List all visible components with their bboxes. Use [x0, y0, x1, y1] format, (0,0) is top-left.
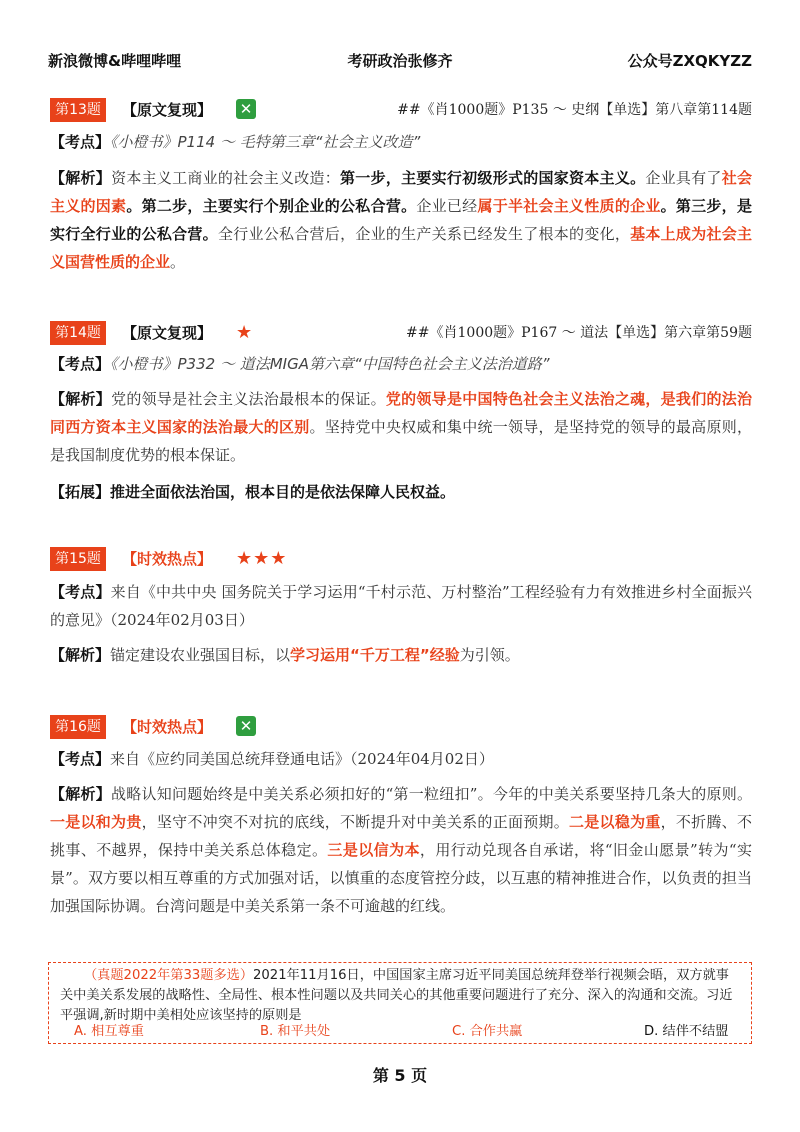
q15-analysis-text: 为引领。 [459, 646, 520, 664]
header-weibo-bilibili: 新浪微博&哔哩哔哩 [48, 52, 182, 70]
q16-analysis-text: 战略认知问题始终是中美关系必须扣好的“第一粒纽扣”。今年的中美关系要坚持几条大的原则。 [111, 785, 752, 803]
q13-tag: 【原文复现】 [122, 101, 213, 119]
header-author: 考研政治张修齐 [347, 52, 453, 70]
exam-options [48, 1020, 752, 1040]
q13-header [50, 98, 752, 124]
q13-source: ##《肖1000题》P135 ～ 史纲【单选】第八章第114题 [397, 102, 752, 118]
q13-analysis-bold: 。第二步，主要实行个别企业的公私合营。 [126, 197, 417, 215]
q13-analysis-text: 全行业公私合营后，企业的生产关系已经发生了根本的变化， [217, 225, 631, 243]
jiexi-label: 【解析】 [50, 646, 111, 664]
q13-analysis-text: 企业已经 [416, 197, 478, 215]
star-icon: ★★★ [236, 548, 288, 569]
q14-kaodian [50, 351, 752, 377]
tuozhan-label: 【拓展】 [50, 483, 111, 501]
q16-tag: 【时效热点】 [122, 718, 213, 736]
page-header [48, 50, 752, 74]
q16-analysis-highlight: 三是以信为本 [327, 841, 420, 859]
header-wechat-account: 公众号ZXQKYZZ [627, 52, 752, 70]
q16-analysis [50, 780, 752, 920]
kaodian-label: 【考点】 [50, 750, 111, 768]
jiexi-label: 【解析】 [50, 785, 112, 803]
q13-analysis-highlight: 社会主义的因素 [50, 169, 752, 215]
q16-analysis-text: ，用行动兑现各自承诺，将“旧金山愿景”转为“实景”。双方要以相互尊重的方式加强对话，以慎重的态度管控分歧，以互惠的精神推进合作，以负责的担当加强国际协调。台湾问题是中美关系第一条不可逾越的红线。 [50, 841, 752, 915]
q13-kaodian [50, 129, 752, 155]
q13-number: 第13题 [50, 98, 106, 122]
q14-analysis-text: 。坚持党中央权威和集中统一领导，是坚持党的领导的最高原则，是我国制度优势的根本保证。 [50, 418, 752, 464]
q15-analysis-highlight: 学习运用“千万工程”经验 [290, 646, 460, 664]
q13-analysis-highlight: 基本上成为社会主义国营性质的企业 [50, 225, 752, 271]
q16-kaodian-text: 来自《应约同美国总统拜登通电话》（2024年04月02日） [110, 750, 494, 768]
q16-analysis-text: ，不折腾、不挑事、不越界，保持中美关系总体稳定。 [50, 813, 752, 859]
q15-kaodian [50, 578, 752, 634]
q15-number: 第15题 [50, 547, 106, 571]
q15-analysis [50, 641, 752, 669]
exam-question-label: （真题2022年第33题多选） [84, 968, 254, 983]
option-c: C. 合作共赢 [452, 1024, 523, 1039]
q16-header [50, 715, 752, 741]
kaodian-label: 【考点】 [50, 133, 111, 151]
page-number: 第 5 页 [372, 1066, 428, 1085]
kaodian-label: 【考点】 [50, 583, 111, 601]
q15-tag: 【时效热点】 [122, 550, 213, 568]
q16-kaodian [50, 745, 752, 773]
q14-extension [50, 478, 752, 506]
q16-analysis-highlight: 一是以和为贵 [50, 813, 142, 831]
q13-analysis-bold: 第一步，主要实行初级形式的国家资本主义。 [340, 169, 646, 187]
q14-tag: 【原文复现】 [122, 324, 213, 342]
q13-analysis-highlight: 属于半社会主义性质的企业 [477, 197, 661, 215]
q13-analysis [50, 164, 752, 276]
q16-number: 第16题 [50, 715, 106, 739]
option-a: A. 相互尊重 [74, 1024, 144, 1039]
exam-question-stem: 2021年11月16日，中国国家主席习近平同美国总统拜登举行视频会晤，双方就事关中美关系发展的战略性、全局性、根本性问题以及共同关心的其他重要问题进行了充分、深入的沟通和交流。习近平强调,新时期中美相处应该坚持的原则是 [60, 968, 733, 1023]
q13-analysis-text: 。 [170, 253, 186, 271]
jiexi-label: 【解析】 [50, 390, 112, 408]
q14-analysis-highlight: 党的领导是中国特色社会主义法治之魂，是我们的法治同西方资本主义国家的法治最大的区别 [50, 390, 752, 436]
q13-analysis-bold: 。第三步，是实行全行业的公私合营。 [50, 197, 752, 243]
q15-analysis-text: 锚定建设农业强国目标，以 [110, 646, 291, 664]
q13-analysis-text: 资本主义工商业的社会主义改造： [111, 169, 341, 187]
q16-analysis-text: ，坚守不冲突不对抗的底线，不断提升对中美关系的正面预期。 [141, 813, 570, 831]
q13-analysis-text: 企业具有了 [645, 169, 722, 187]
q14-number: 第14题 [50, 321, 106, 345]
q14-extension-text: 推进全面依法治国，根本目的是依法保障人民权益。 [110, 483, 456, 501]
kaodian-label: 【考点】 [50, 355, 111, 373]
q13-kaodian-text: 《小橙书》P114 ～ 毛特第三章“社会主义改造” [110, 133, 421, 151]
q14-kaodian-text: 《小橙书》P332 ～ 道法MIGA第六章“中国特色社会主义法治道路” [110, 355, 550, 373]
cross-mark-icon: ✕ [236, 716, 256, 736]
q14-header [50, 321, 752, 347]
q15-kaodian-text: 来自《中共中央 国务院关于学习运用“千村示范、万村整治”工程经验有力有效推进乡村全面振兴的意见》（2024年02月03日） [50, 583, 752, 629]
cross-mark-icon: ✕ [236, 99, 256, 119]
q15-header [50, 547, 752, 573]
exam-question-text [60, 966, 742, 1026]
q14-source: ##《肖1000题》P167 ～ 道法【单选】第六章第59题 [406, 325, 752, 341]
option-b: B. 和平共处 [260, 1024, 331, 1039]
jiexi-label: 【解析】 [50, 169, 112, 187]
q16-analysis-highlight: 二是以稳为重 [569, 813, 661, 831]
option-d: D. 结伴不结盟 [644, 1024, 729, 1039]
q14-analysis [50, 385, 752, 469]
q14-analysis-text: 党的领导是社会主义法治最根本的保证。 [111, 390, 386, 408]
star-icon: ★ [236, 322, 254, 343]
